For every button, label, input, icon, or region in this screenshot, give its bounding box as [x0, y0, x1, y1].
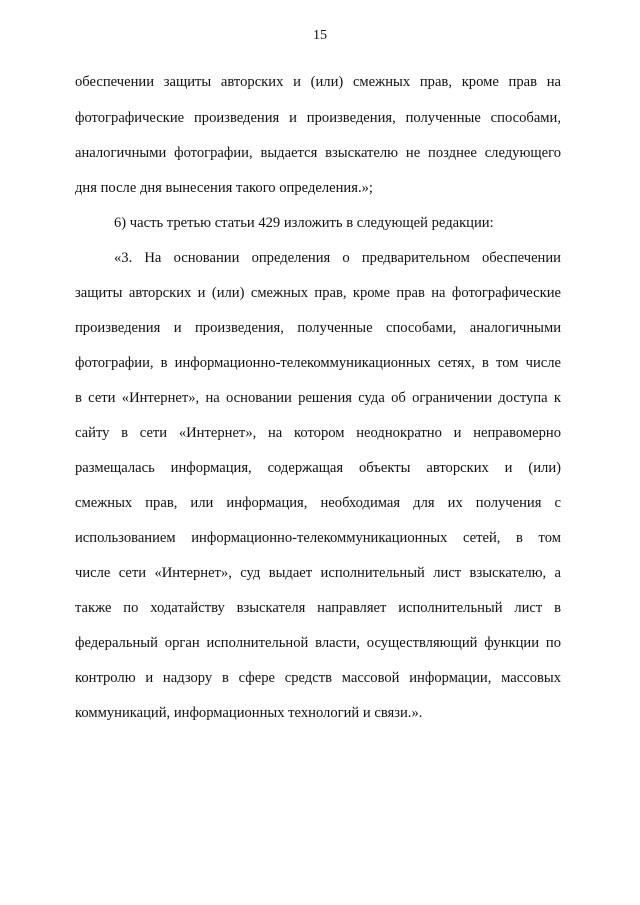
text-line: числе сети «Интернет», суд выдает исполнительный лист взыскателю, а: [75, 565, 561, 581]
text-line: сайту в сети «Интернет», на котором неоднократно и неправомерно: [75, 425, 561, 441]
text-line: дня после дня вынесения такого определения.»;: [75, 180, 373, 196]
text-line: смежных прав, или информация, необходимая для их получения с: [75, 495, 561, 511]
text-line: произведения и произведения, полученные способами, аналогичными: [75, 320, 561, 336]
text-line: фотографии, в информационно-телекоммуникационных сетях, в том числе: [75, 355, 561, 371]
page-number: 15: [313, 28, 327, 43]
text-line: контролю и надзору в сфере средств массовой информации, массовых: [75, 670, 561, 686]
text-line: размещалась информация, содержащая объекты авторских и (или): [75, 460, 561, 476]
text-line: в сети «Интернет», на основании решения суда об ограничении доступа к: [75, 390, 561, 406]
text-line: федеральный орган исполнительной власти, осуществляющий функции по: [75, 635, 561, 651]
text-line: обеспечении защиты авторских и (или) смежных прав, кроме прав на: [75, 74, 561, 90]
text-line: 6) часть третью статьи 429 изложить в следующей редакции:: [114, 215, 494, 231]
text-line: аналогичными фотографии, выдается взыскателю не позднее следующего: [75, 145, 561, 161]
text-line: защиты авторских и (или) смежных прав, кроме прав на фотографические: [75, 285, 561, 301]
text-line: коммуникаций, информационных технологий и связи.».: [75, 705, 423, 721]
text-line: фотографические произведения и произведения, полученные способами,: [75, 110, 561, 126]
text-line: также по ходатайству взыскателя направляет исполнительный лист в: [75, 600, 561, 616]
text-line: «3. На основании определения о предварительном обеспечении: [114, 250, 561, 266]
text-line: использованием информационно-телекоммуникационных сетей, в том: [75, 530, 561, 546]
